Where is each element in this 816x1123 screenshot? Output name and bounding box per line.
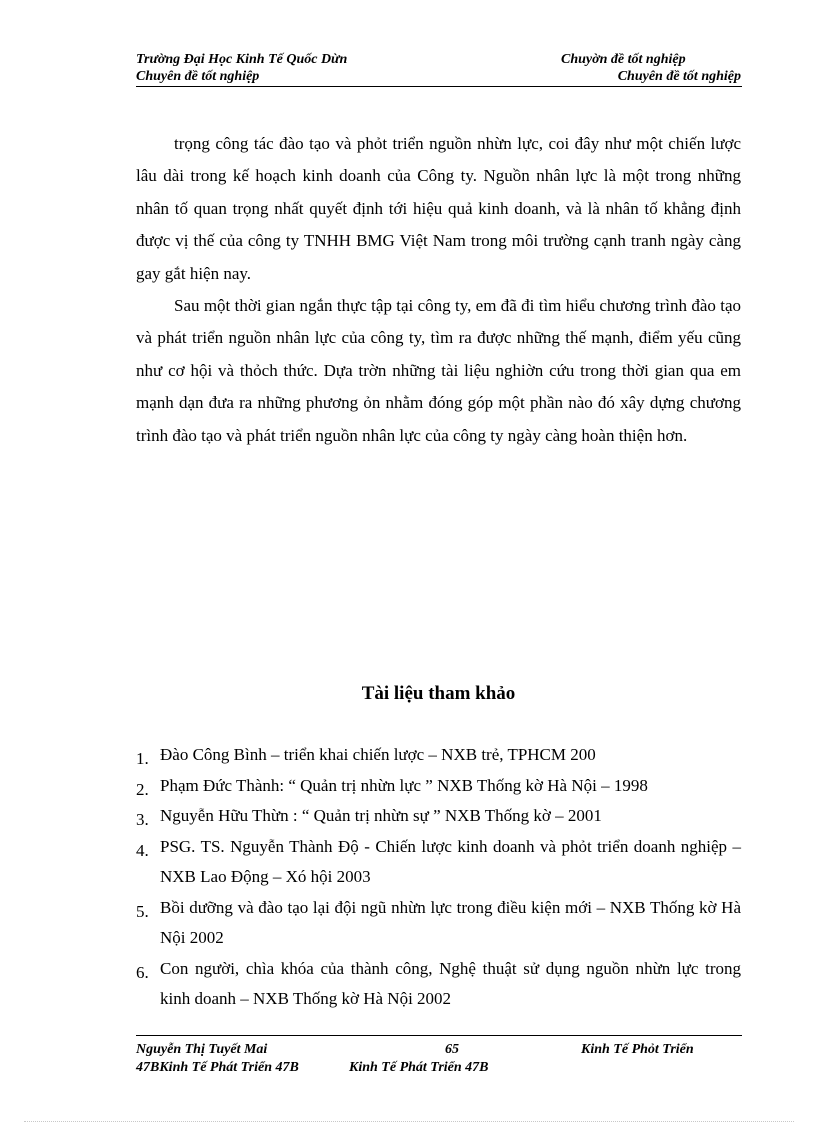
header-left-line2: Chuyên đề tốt nghiệp [136, 69, 260, 84]
body-paragraph-1: trọng công tác đào tạo và phỏt triển nguồn nhừn lực, coi đây như một chiến lược lâu dài trong kế hoạch kinh doanh của Công ty. Nguồn nhân lực là một trong những nhân tố quan trọng nhất quyết định tới hiệu quả kinh doanh, và là nhân tố khẳng định được vị thế của công ty TNHH BMG Việt Nam trong môi trường cạnh tranh ngày càng gay gắt hiện nay. [136, 134, 741, 283]
footer-left-line2: 47BKinh Tế Phát Triển 47B [136, 1060, 299, 1075]
header-right-line2: Chuyên đề tốt nghiệp [617, 69, 741, 84]
reference-item-2 [136, 771, 741, 802]
references-title: Tài liệu tham khảo [361, 683, 516, 704]
reference-text: Đào Công Bình – triển khai chiến lược – NXB trẻ, TPHCM 200 [160, 745, 596, 764]
reference-text: PSG. TS. Nguyễn Thành Độ - Chiến lược kinh doanh và phỏt triển doanh nghiệp – NXB Lao Động – Xó hội 2003 [160, 836, 741, 886]
reference-number: 5. [136, 901, 149, 921]
footer-rule [136, 1035, 742, 1036]
reference-number: 3. [136, 810, 149, 829]
reference-number: 4. [136, 840, 149, 860]
header-rule [136, 86, 742, 87]
reference-number: 1. [136, 749, 149, 768]
footer-center-line2: Kinh Tế Phát Triển 47B [349, 1060, 489, 1075]
reference-item-5 [136, 893, 741, 954]
reference-item-1 [136, 740, 741, 771]
reference-text: Con người, chìa khóa của thành công, Nghệ thuật sử dụng nguồn nhừn lực trong kinh doanh – NXB Thống kờ Hà Nội 2002 [160, 958, 741, 1008]
reference-text: Bồi dưỡng và đào tạo lại đội ngũ nhừn lực trong điều kiện mới – NXB Thống kờ Hà Nội 2002 [160, 897, 741, 947]
page-number: 65 [445, 1042, 459, 1057]
header-left-line1: Trường Đại Học Kinh Tế Quốc Dừn [136, 52, 348, 67]
body-text [136, 128, 741, 452]
reference-item-4 [136, 832, 741, 893]
reference-item-6 [136, 954, 741, 1015]
reference-number: 2. [136, 779, 149, 799]
reference-text: Phạm Đức Thành: “ Quản trị nhừn lực ” NXB Thống kờ Hà Nội – 1998 [160, 775, 648, 795]
reference-item-3 [136, 801, 741, 832]
body-paragraph-2: Sau một thời gian ngắn thực tập tại công ty, em đã đi tìm hiểu chương trình đào tạo và phát triển nguồn nhân lực của công ty, tìm ra được những thế mạnh, điểm yếu cũng như cơ hội và thỏch thức. Dựa trờn những tài liệu nghiờn cứu trong thời gian qua em mạnh dạn đưa ra những phương ỏn nhằm đóng góp một phần nào đó xây dựng chương trình đào tạo và phát triển nguồn nhân lực của công ty ngày càng hoàn thiện hơn. [136, 296, 741, 445]
footer-right-line1: Kinh Tế Phỏt Triển [581, 1042, 694, 1057]
header-right-line1: Chuyờn đề tốt nghiệp [561, 52, 686, 67]
page-bottom-dotted-line [24, 1121, 794, 1122]
reference-text: Nguyễn Hữu Thừn : “ Quản trị nhừn sự ” NXB Thống kờ – 2001 [160, 806, 602, 825]
reference-number: 6. [136, 962, 149, 982]
footer-author: Nguyễn Thị Tuyết Mai [136, 1042, 268, 1057]
references-list [136, 740, 741, 1015]
